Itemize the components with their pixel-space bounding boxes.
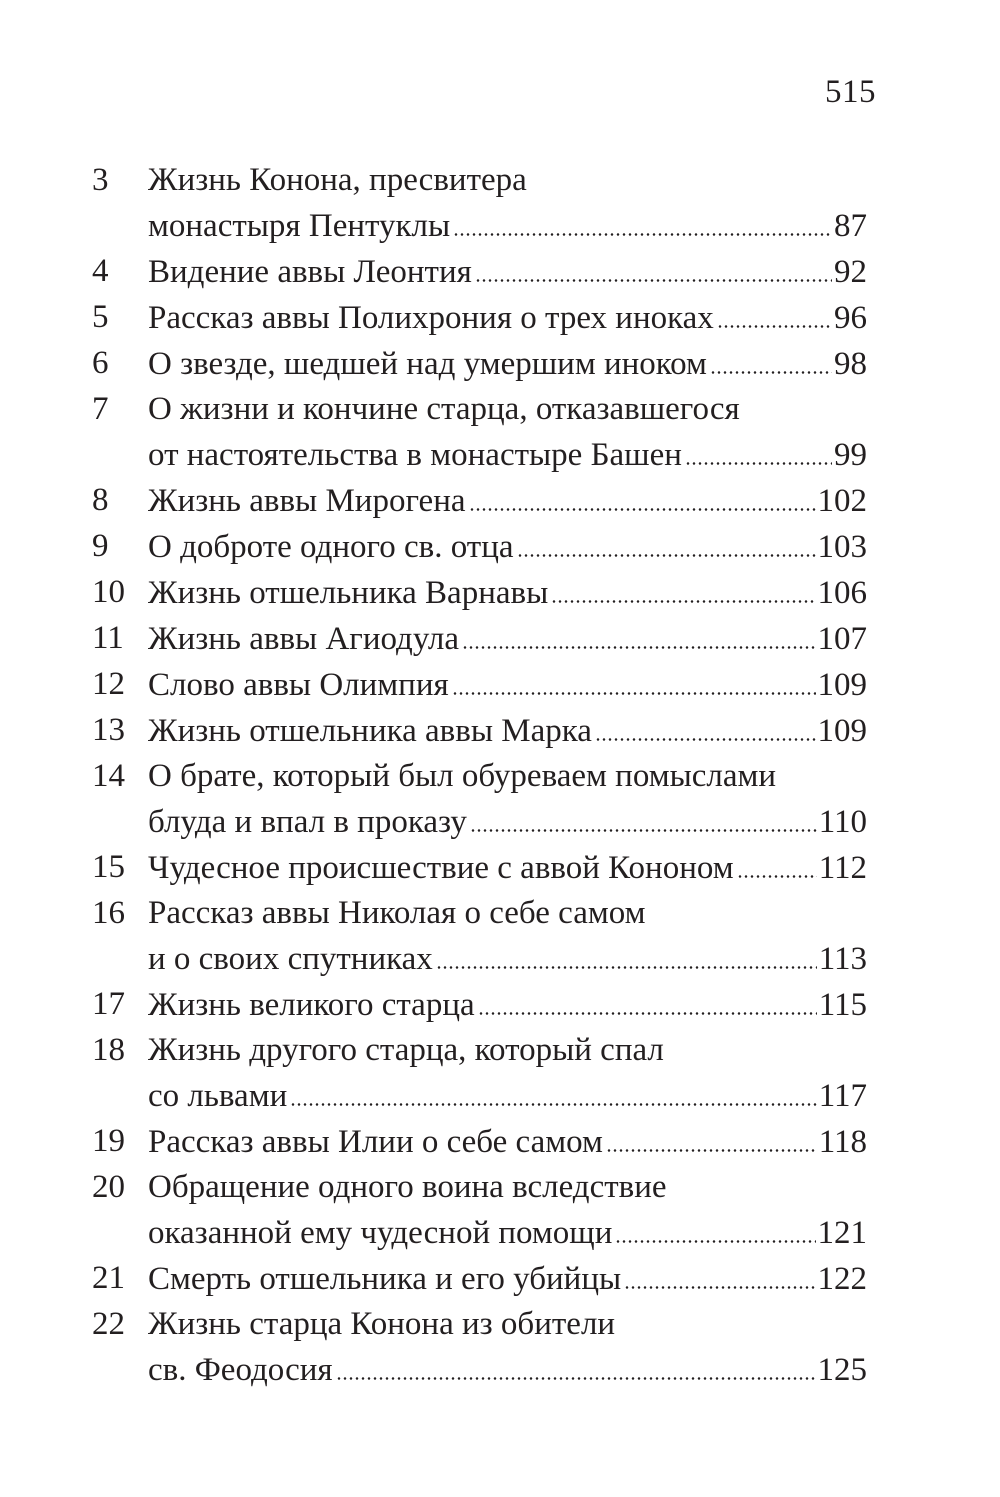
dot-leader [685,432,832,465]
chapter-page-number: 109 [817,667,867,703]
chapter-number: 7 [92,391,109,427]
dot-leader [470,799,817,832]
chapter-title: от настоятельства в монастыре Башен [148,437,682,473]
toc-entry [92,1256,867,1302]
dot-leader [517,524,816,557]
chapter-title-line [148,1210,867,1256]
chapter-title: Жизнь отшельника Варнавы [148,575,549,611]
chapter-number: 10 [92,574,125,610]
chapter-page-number: 102 [817,483,867,519]
chapter-title-line [148,616,867,662]
chapter-number: 9 [92,528,109,564]
chapter-title-first-line: Жизнь другого старца, который спал [148,1032,664,1068]
dot-leader [462,616,816,649]
chapter-title-block [148,662,867,708]
chapter-title-block [148,570,867,616]
toc-entry [92,891,867,982]
chapter-title-line [148,662,867,708]
chapter-title: Видение аввы Леонтия [148,254,472,290]
chapter-title-block [148,158,867,249]
chapter-page-number: 92 [834,254,867,290]
chapter-title: Рассказ аввы Полихрония о трех иноках [148,300,714,336]
toc-entry [92,616,867,662]
chapter-title: Смерть отшельника и его убийцы [148,1261,622,1297]
toc-entry [92,845,867,891]
chapter-number: 16 [92,895,125,931]
chapter-number: 4 [92,253,109,289]
dot-leader [551,570,815,603]
chapter-number: 19 [92,1123,125,1159]
dot-leader [595,708,816,741]
chapter-title: Рассказ аввы Илии о себе самом [148,1124,603,1160]
chapter-title-block [148,295,867,341]
dot-leader [624,1256,815,1289]
chapter-number: 12 [92,666,125,702]
chapter-title: блуда и впал в проказу [148,804,467,840]
chapter-title-line [148,341,867,387]
toc-entry [92,982,867,1028]
dot-leader [469,478,816,511]
chapter-title: и о своих спутниках [148,941,433,977]
chapter-title: со львами [148,1078,288,1114]
chapter-page-number: 122 [817,1261,867,1297]
chapter-title-line [148,1256,867,1302]
chapter-title-block [148,616,867,662]
toc-entry [92,570,867,616]
chapter-title-block [148,249,867,295]
chapter-number: 8 [92,482,109,518]
toc-entry [92,662,867,708]
chapter-number: 22 [92,1306,125,1342]
chapter-title: О доброте одного св. отца [148,529,514,565]
chapter-number: 6 [92,345,109,381]
chapter-page-number: 87 [834,208,867,244]
toc-entry [92,1165,867,1256]
chapter-title-line [148,432,867,478]
chapter-page-number: 98 [834,346,867,382]
chapter-title-line [148,203,867,249]
chapter-number: 5 [92,299,109,335]
chapter-title-line [148,1073,867,1119]
chapter-page-number: 96 [834,300,867,336]
chapter-title-line [148,845,867,891]
chapter-title-line [148,524,867,570]
chapter-page-number: 117 [818,1078,867,1114]
chapter-title-block [148,387,867,478]
chapter-number: 20 [92,1169,125,1205]
chapter-title-line [148,799,867,845]
chapter-number: 13 [92,712,125,748]
chapter-number: 3 [92,162,109,198]
toc-entry [92,478,867,524]
chapter-title-line [148,1119,867,1165]
chapter-title-block [148,1119,867,1165]
toc-entry [92,754,867,845]
chapter-number: 14 [92,758,125,794]
chapter-title-block [148,1028,867,1119]
chapter-number: 21 [92,1260,125,1296]
chapter-title-line [148,478,867,524]
chapter-title: оказанной ему чудесной помощи [148,1215,613,1251]
dot-leader [475,249,832,282]
chapter-title: Жизнь аввы Агиодула [148,621,459,657]
dot-leader [436,936,817,969]
chapter-page-number: 121 [817,1215,867,1251]
chapter-title-block [148,708,867,754]
toc-entry [92,341,867,387]
toc-entry [92,1028,867,1119]
dot-leader [737,845,817,878]
chapter-title: св. Феодосия [148,1352,333,1388]
chapter-title-block [148,478,867,524]
dot-leader [710,341,832,374]
toc-entry [92,1302,867,1393]
chapter-title-block [148,1165,867,1256]
toc-entry [92,1119,867,1165]
toc-entry [92,249,867,295]
chapter-page-number: 109 [817,713,867,749]
chapter-page-number: 125 [817,1352,867,1388]
chapter-page-number: 107 [817,621,867,657]
chapter-page-number: 112 [818,850,867,886]
chapter-number: 11 [92,620,124,656]
toc-entry [92,387,867,478]
chapter-page-number: 103 [817,529,867,565]
chapter-page-number: 115 [818,987,867,1023]
chapter-title-line [148,570,867,616]
chapter-title: Жизнь великого старца [148,987,475,1023]
page-number: 515 [825,74,876,110]
chapter-number: 15 [92,849,125,885]
chapter-page-number: 106 [817,575,867,611]
chapter-title-first-line: Обращение одного воина вследствие [148,1169,667,1205]
dot-leader [336,1347,816,1380]
chapter-title: Жизнь аввы Мирогена [148,483,466,519]
chapter-title: Слово аввы Олимпия [148,667,449,703]
chapter-title-first-line: Жизнь Конона, пресвитера [148,162,527,198]
toc-entry [92,158,867,249]
dot-leader [478,982,817,1015]
dot-leader [453,203,832,236]
chapter-title-line [148,708,867,754]
chapter-number: 18 [92,1032,125,1068]
chapter-title: Жизнь отшельника аввы Марка [148,713,592,749]
chapter-title: монастыря Пентуклы [148,208,451,244]
chapter-title-first-line: О брате, который был обуреваем помыслами [148,758,777,794]
dot-leader [452,662,816,695]
chapter-page-number: 99 [834,437,867,473]
chapter-title-first-line: Рассказ аввы Николая о себе самом [148,895,646,931]
chapter-title-line [148,936,867,982]
chapter-page-number: 113 [818,941,867,977]
chapter-number: 17 [92,986,125,1022]
chapter-title: О звезде, шедшей над умершим иноком [148,346,707,382]
chapter-title-line [148,1347,867,1393]
chapter-title-block [148,1256,867,1302]
dot-leader [717,295,832,328]
chapter-title-block [148,982,867,1028]
chapter-title-first-line: Жизнь старца Конона из обители [148,1306,616,1342]
chapter-page-number: 110 [818,804,867,840]
chapter-title-line [148,982,867,1028]
chapter-title-block [148,1302,867,1393]
chapter-title-block [148,891,867,982]
chapter-title-line [148,249,867,295]
chapter-title-line [148,295,867,341]
chapter-title-block [148,341,867,387]
chapter-title-block [148,754,867,845]
dot-leader [615,1210,815,1243]
chapter-title-first-line: О жизни и кончине старца, отказавшегося [148,391,740,427]
chapter-title-block [148,524,867,570]
toc-entry [92,708,867,754]
toc-entry [92,524,867,570]
chapter-page-number: 118 [818,1124,867,1160]
table-of-contents [92,158,867,1393]
dot-leader [606,1119,817,1152]
chapter-title-block [148,845,867,891]
dot-leader [290,1073,816,1106]
chapter-title: Чудесное происшествие с аввой Кононом [148,850,734,886]
toc-entry [92,295,867,341]
